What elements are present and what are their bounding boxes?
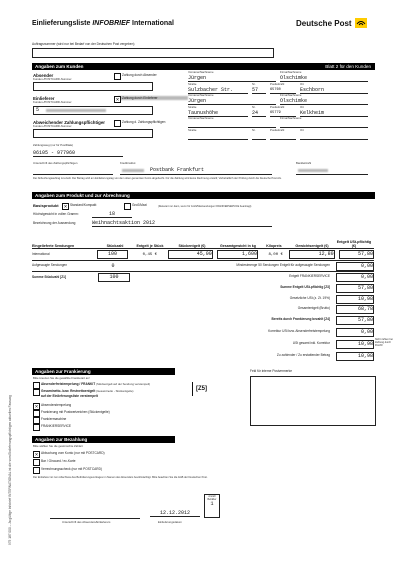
gross-maxi-checkbox[interactable] <box>124 203 131 210</box>
abweichend-nr-field[interactable] <box>252 133 266 140</box>
international-kilopreis: 8,00 € <box>268 252 283 257</box>
opt-frankiermaschine-checkbox[interactable] <box>33 417 40 424</box>
hoechstgewicht-field[interactable]: 18 <box>92 211 132 218</box>
standard-kompakt-label: Standard/Kompakt <box>70 203 97 207</box>
basisprodukt-label: Basisprodukt <box>33 203 59 208</box>
einlieferer-nr-field[interactable]: 24 <box>252 110 266 117</box>
unterschrift-label: Unterschrift des Absenders/Einlieferers <box>62 520 111 524</box>
zahlend-value[interactable]: 10,98 <box>336 352 374 361</box>
col-stueckentgelt: Stückentgelt (€) <box>178 244 206 248</box>
absender-ort-field[interactable]: Eschborn <box>300 87 368 94</box>
summary-block <box>180 260 374 362</box>
abweichend-firma-field[interactable] <box>280 121 368 128</box>
summe-entgelt-value[interactable]: 57,80 <box>336 284 374 293</box>
international-gewicht[interactable]: 1,600 <box>217 250 258 259</box>
einlieferer-plz-field[interactable]: 65779 <box>270 110 296 117</box>
abweichend-sub: Kunden-/POSTCARD-Nummer <box>33 124 72 128</box>
brutto-label: Gesamtentgelt (Brutto) <box>297 306 330 311</box>
abweichend-strasse-field[interactable] <box>188 133 248 140</box>
abweichend-vorname-field[interactable] <box>188 121 276 128</box>
zahlung-absender-checkbox[interactable] <box>114 73 121 80</box>
col-gesamtgewicht: Gesamtgewicht in kg <box>220 244 256 248</box>
abweichend-firma-label: Firma/Nachname <box>280 116 302 120</box>
opt-freistempelung-label: Absenderfreistempelung / FRANKIT (Stückentgelt auf der Sendung verstempelt) <box>41 382 151 386</box>
korrektur-value[interactable]: 0,00 <box>336 328 374 337</box>
opt-gesamtnetto-label-b: auf der Einlieferungsliste verstempelt <box>41 394 98 398</box>
page-title: Einlieferungsliste INFOBRIEF International <box>32 20 175 27</box>
feld-postvermerke-label: Feld für interne Postvermerke <box>250 369 292 373</box>
ust-korrektur-label: USt gesamt inkl. Korrektur <box>292 341 330 346</box>
absender-vorname-field[interactable]: Jürgen <box>188 75 276 82</box>
bar-label: Bar / Girocard / ec-Karte <box>41 459 76 463</box>
absender-sub: Kunden-/POSTCARD-Nummer <box>33 77 72 81</box>
abweichend-strasse-label: Straße <box>188 128 197 132</box>
bankleitzahl-label: Bankleitzahl <box>296 161 312 165</box>
gross-maxi-label: Groß/Maxi <box>132 203 147 207</box>
abweichend-plz-label: Postleitzahl <box>270 128 285 132</box>
einlieferer-strasse-field[interactable]: Taunushöhe <box>188 110 248 117</box>
side-code-text: 975 187 000 – Ja gültige Infobrief INTERNATIONAL ist die vom Einlieferungspflichtigen aktuellen Fassung <box>8 395 12 545</box>
absender-strasse-label: Straße <box>188 82 197 86</box>
opt-frankierservice-checkbox[interactable] <box>33 424 40 431</box>
einlieferer-ort-field[interactable]: Kelkheim <box>300 110 368 117</box>
absender-nr-label: Nr. <box>252 82 256 86</box>
einlieferer-firma-label: Firma/Nachname <box>280 93 302 97</box>
opt-absenderstempelung-label: Absenderstempelung <box>41 403 72 407</box>
auftragsnummer-field[interactable] <box>32 48 274 58</box>
einlieferer-label: Einlieferer <box>33 96 55 101</box>
opt-gesamtnetto-label: Gesamtnetto- bzw. Restnettoentgelt (Gesamtnetto - Stückentgelte) <box>41 389 134 393</box>
international-gewichtsentgelt[interactable]: 12,80 <box>289 250 334 259</box>
bevollmaechtigung-note: Der Einlieferer ist zum Abschluss des Beförderungsvertrages im Namen des Absenders bevollmächtigt. Bitte beachten Sie die AGB der Deutschen Post. <box>33 476 208 479</box>
table-row-summe: Summe Stückzahl [Z1] 100 <box>32 272 374 283</box>
col-einlieferte: Eingelieferte Sendungen <box>32 244 75 248</box>
redacted-account <box>122 169 144 172</box>
post-horn-icon <box>355 18 367 28</box>
unterschrift-field[interactable] <box>50 500 140 519</box>
bezeichnung-field[interactable]: Weihnachtsaktion 2012 <box>92 220 272 227</box>
zahlung-abweichend-checkbox[interactable] <box>114 120 121 127</box>
frankier-label: Entgelt FRANKIERSERVICE <box>289 274 330 279</box>
frankierung-bezahlt-label: Bereits durch Frankierung bezahlt [Z4] <box>271 317 330 322</box>
scheck-label: Verrechnungsscheck (nur mit POSTCARD) <box>41 467 102 471</box>
col-entgelt-ust: Entgelt USt-pflichtig (€) <box>336 240 372 248</box>
gross-maxi-hint: (Relevant nur dann, wenn für Groß/Maxisendungen FRANKIERSERVICE beantragt) <box>158 205 252 208</box>
einlieferer-ort-label: Ort <box>300 105 304 109</box>
absender-ort-label: Ort <box>300 82 304 86</box>
abweichend-number-field[interactable] <box>33 129 153 138</box>
bezeichnung-label: Bezeichnung der Aussendung <box>33 221 76 225</box>
standard-kompakt-checkbox[interactable]: ✕ <box>63 204 68 209</box>
opt-frankiermaschine-label: Frankiermaschine <box>41 417 67 421</box>
summe-entgelt-label: Summe Entgelt USt-pflichtig [Z3] <box>280 285 330 290</box>
abbuchung-notice: Der Abbuchungsauftrag ist erteilt. Der Betrag wird am Einlieferungstag von dem oben genannten Konto abgebucht. Für die Zahlung wird keine Rechnung erstellt; Vorbehaltlich der Prüfung durch die Deutsche Post AG. <box>33 177 282 180</box>
opt-postwertzeichen-checkbox[interactable] <box>33 410 40 417</box>
datum-field[interactable]: 12.12.2012 <box>150 510 200 517</box>
absender-nr-field[interactable]: 57 <box>252 87 266 94</box>
absender-number-field[interactable] <box>33 82 153 91</box>
abweichend-ort-field[interactable] <box>300 133 368 140</box>
opt-gesamtnetto-checkbox[interactable] <box>33 389 40 396</box>
nicht-zahlen-note: Nicht zahlen bei Zahlung durch Postfil.! <box>375 338 393 347</box>
opt-absenderstempelung-checkbox[interactable]: ✕ <box>34 404 39 409</box>
bezahlung-sub: Bitte wählen Sie die gewünschte Zahlart <box>33 444 83 448</box>
col-entgelt-stueck: Entgelt je Stück <box>136 244 164 248</box>
opt-freistempelung-checkbox[interactable] <box>33 382 40 389</box>
kreditinstitut-field[interactable]: Postbank Frankfurt <box>120 166 272 175</box>
abweichend-nr-label: Nr. <box>252 128 256 132</box>
scheck-checkbox[interactable] <box>33 467 40 474</box>
col-gewichtsentgelt: Gewichtsentgelt (€) <box>295 244 329 248</box>
col-kilopreis: Kilopreis <box>266 244 282 248</box>
frankier-value[interactable]: 0,00 <box>336 273 374 282</box>
table-row-international: International 100 0,45 € 45,00 1,600 8,00 € 12,80 57,80 <box>32 249 374 261</box>
datum-label: Einlieferungsdatum <box>158 520 182 524</box>
frankierung-bezahlt-value[interactable]: 57,80 <box>336 316 374 325</box>
absender-strasse-field[interactable]: Sulzbacher Str. <box>188 87 248 94</box>
z5-bracket: [Z5] <box>192 382 207 396</box>
einlieferer-firma-field[interactable]: Olschimke <box>280 98 368 105</box>
korrektur-label: Korrektur USt bzw. Absenderfreistempelung <box>268 329 330 334</box>
deutsche-post-logo: Deutsche Post <box>296 18 367 28</box>
absender-label: Absender <box>33 73 54 78</box>
frankierung-section-header: Angaben zur Frankierung <box>32 368 175 375</box>
zahlung-einlieferer-label: Zahlung durch Einlieferer <box>122 96 158 100</box>
abbuchung-checkbox[interactable]: ✕ <box>34 452 39 457</box>
produkt-section-header: Angaben zum Produkt und zur Abrechnung <box>32 192 375 199</box>
einlieferer-nr-label: Nr. <box>252 105 256 109</box>
feld-postvermerke[interactable] <box>250 376 376 426</box>
mindest-value[interactable]: 0,00 <box>336 262 374 271</box>
table-row-aufgesaugte: Aufgesaugte Sendungen 0 <box>32 261 374 272</box>
kunden-section-header: Angaben zum Kunden Blatt 2 für den Kunden <box>32 63 375 70</box>
international-stueckzahl[interactable]: 100 <box>97 250 128 259</box>
aufgesaugte-value[interactable]: 0 <box>111 263 115 269</box>
einlieferer-sub: Kunden-/POSTCARD-Nummer <box>33 100 72 104</box>
zahlung-abweichend-label: Zahlung d. Zahlungspflichtigen <box>122 120 166 124</box>
frankierung-sub: Bitte kreuzen Sie die gewählte Frankierart an! <box>33 376 90 380</box>
abweichend-vorname-label: Vorname/Nachname <box>188 116 214 120</box>
bankleitzahl-field[interactable] <box>296 166 368 175</box>
auftragsnummer-label: Auftragsnummer (wird nur bei Bedarf von der Deutschen Post vergeben) <box>32 42 135 46</box>
redacted-blz <box>298 169 328 172</box>
absender-plz-label: Postleitzahl <box>270 82 285 86</box>
zahlend-label: Zu zahlender / Zu erstattender Betrag <box>276 353 330 358</box>
abbuchung-label: Abbuchung vom Konto (nur mit POSTCARD) <box>41 451 105 455</box>
brutto-value[interactable]: 68,78 <box>336 305 374 314</box>
col-stueckzahl: Stückzahl <box>106 244 124 248</box>
international-ust[interactable]: 57,80 <box>339 250 374 259</box>
absender-firma-field[interactable]: Olschimke <box>280 75 368 82</box>
ust-value[interactable]: 10,98 <box>336 295 374 304</box>
ust-label: Gesetzliche USt (z. Zt. 19%) <box>289 296 330 301</box>
bar-checkbox[interactable] <box>33 459 40 466</box>
international-entgelt: 0,45 € <box>142 252 158 257</box>
einlieferer-plz-label: Postleitzahl <box>270 105 285 109</box>
zahlungsweg-field[interactable]: 06105 - 977960 <box>33 150 123 157</box>
abweichend-label: Abweichender Zahlungspflichtiger <box>33 120 105 125</box>
einlieferer-strasse-label: Straße <box>188 105 197 109</box>
absender-plz-field[interactable]: 65760 <box>270 87 296 94</box>
unterschrift-zahlungspflichtiger-field[interactable] <box>33 166 113 175</box>
redacted-number <box>46 109 106 112</box>
einlieferer-vorname-field[interactable]: Jürgen <box>188 98 276 105</box>
absender-firma-label: Firma/Nachname <box>280 70 302 74</box>
anzahl-behaelter-box[interactable]: Anzahl Behälter 1 <box>204 494 220 518</box>
summe-stueckzahl[interactable]: 100 <box>98 273 130 282</box>
opt-postwertzeichen-label: Frankierung mit Postwertzeichen (Stückentgelte) <box>41 410 110 414</box>
hoechstgewicht-label: Höchstgewicht in vollen Gramm: <box>33 212 79 216</box>
ust-korrektur-value[interactable]: 10,98 <box>336 340 374 349</box>
einlieferer-vorname-label: Vorname/Nachname <box>188 93 214 97</box>
abweichend-ort-label: Ort <box>300 128 304 132</box>
absender-vorname-label: Vorname/Nachname <box>188 70 214 74</box>
kreditinstitut-label: Kreditinstitut <box>120 161 136 165</box>
bezahlung-section-header: Angaben zur Bezahlung <box>32 436 175 443</box>
mindest-label: Mindestmenge 50 Sendungen Entgelt für aufgesaugte Sendungen <box>236 263 330 268</box>
abweichend-plz-field[interactable] <box>270 133 296 140</box>
opt-frankierservice-label: FRANKIERSERVICE <box>41 424 72 428</box>
unterschrift-zahlungspflichtiger-label: Unterschrift des Zahlungspflichtigen <box>33 161 78 165</box>
einlieferer-number-field[interactable]: 5 <box>33 106 153 115</box>
international-stueckentgelt[interactable]: 45,00 <box>168 250 213 259</box>
zahlung-einlieferer-checkbox[interactable]: ✕ <box>115 97 120 102</box>
zahlung-absender-label: Zahlung durch Absender <box>122 73 157 77</box>
zahlungsweg-label: Zahlungsweg (nur für Postfiliale) <box>33 143 74 147</box>
